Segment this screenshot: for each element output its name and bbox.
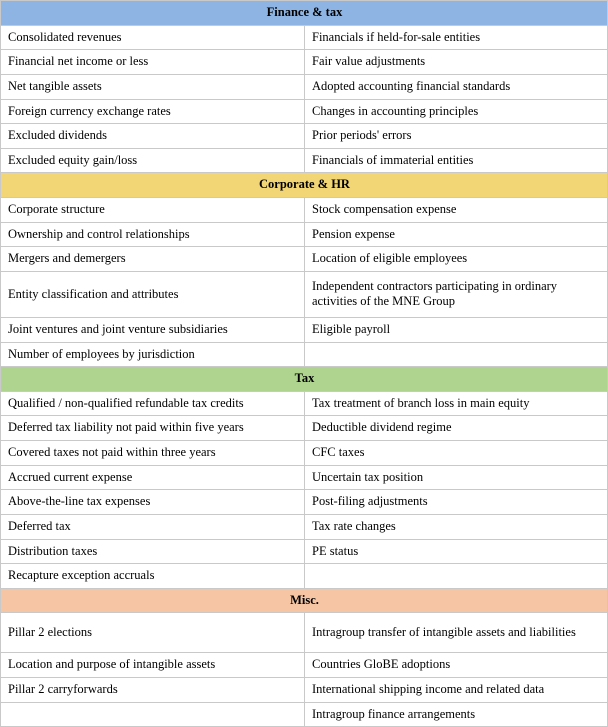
cell-right: Tax treatment of branch loss in main equity <box>305 391 608 416</box>
cell-left: Corporate structure <box>1 198 305 223</box>
table-row <box>1 271 608 317</box>
cell-left: Consolidated revenues <box>1 25 305 50</box>
cell-right: Intragroup finance arrangements <box>305 702 608 727</box>
section-header-finance-tax: Finance & tax <box>1 1 608 26</box>
cell-left: Location and purpose of intangible assets <box>1 653 305 678</box>
cell-left: Pillar 2 carryforwards <box>1 678 305 703</box>
cell-right: PE status <box>305 539 608 564</box>
section-header-tax: Tax <box>1 367 608 392</box>
cell-right: Independent contractors participating in ordinary activities of the MNE Group <box>305 271 608 317</box>
cell-left: Net tangible assets <box>1 74 305 99</box>
cell-left: Qualified / non-qualified refundable tax credits <box>1 391 305 416</box>
cell-left: Accrued current expense <box>1 465 305 490</box>
section-header-row <box>1 367 608 392</box>
cell-right: Changes in accounting principles <box>305 99 608 124</box>
section-header-row <box>1 173 608 198</box>
table-row <box>1 391 608 416</box>
cell-right: Adopted accounting financial standards <box>305 74 608 99</box>
table-row <box>1 124 608 149</box>
cell-right-empty <box>305 564 608 589</box>
cell-left: Excluded dividends <box>1 124 305 149</box>
table-row <box>1 653 608 678</box>
cell-left: Excluded equity gain/loss <box>1 148 305 173</box>
table-row <box>1 222 608 247</box>
table-row <box>1 539 608 564</box>
table-row <box>1 702 608 727</box>
cell-left: Entity classification and attributes <box>1 271 305 317</box>
table-row <box>1 613 608 653</box>
table-row <box>1 342 608 367</box>
table-row <box>1 678 608 703</box>
table-row <box>1 74 608 99</box>
cell-left: Pillar 2 elections <box>1 613 305 653</box>
cell-left-empty <box>1 702 305 727</box>
table-row <box>1 148 608 173</box>
cell-right-empty <box>305 342 608 367</box>
cell-left: Ownership and control relationships <box>1 222 305 247</box>
cell-left: Deferred tax liability not paid within five years <box>1 416 305 441</box>
table-row <box>1 317 608 342</box>
cell-right: CFC taxes <box>305 441 608 466</box>
cell-right: Tax rate changes <box>305 514 608 539</box>
table-row <box>1 514 608 539</box>
cell-right: Location of eligible employees <box>305 247 608 272</box>
table-row <box>1 490 608 515</box>
table-row <box>1 25 608 50</box>
section-header-corporate-hr: Corporate & HR <box>1 173 608 198</box>
cell-right: Countries GloBE adoptions <box>305 653 608 678</box>
cell-left: Financial net income or less <box>1 50 305 75</box>
cell-right: Stock compensation expense <box>305 198 608 223</box>
cell-right: Fair value adjustments <box>305 50 608 75</box>
cell-right: Financials of immaterial entities <box>305 148 608 173</box>
cell-right: Pension expense <box>305 222 608 247</box>
table-row <box>1 465 608 490</box>
cell-right: Intragroup transfer of intangible assets and liabilities <box>305 613 608 653</box>
cell-left: Above-the-line tax expenses <box>1 490 305 515</box>
table-row <box>1 441 608 466</box>
cell-right: Deductible dividend regime <box>305 416 608 441</box>
cell-right: International shipping income and related data <box>305 678 608 703</box>
cell-right: Eligible payroll <box>305 317 608 342</box>
cell-left: Deferred tax <box>1 514 305 539</box>
cell-right: Financials if held-for-sale entities <box>305 25 608 50</box>
table-row <box>1 198 608 223</box>
table-row <box>1 50 608 75</box>
cell-left: Recapture exception accruals <box>1 564 305 589</box>
cell-left: Distribution taxes <box>1 539 305 564</box>
cell-right: Prior periods' errors <box>305 124 608 149</box>
section-header-misc: Misc. <box>1 588 608 613</box>
cell-left: Mergers and demergers <box>1 247 305 272</box>
section-header-row <box>1 1 608 26</box>
cell-right: Post-filing adjustments <box>305 490 608 515</box>
table-row <box>1 416 608 441</box>
table-row <box>1 247 608 272</box>
section-header-row <box>1 588 608 613</box>
cell-right: Uncertain tax position <box>305 465 608 490</box>
table-row <box>1 564 608 589</box>
cell-left: Joint ventures and joint venture subsidiaries <box>1 317 305 342</box>
cell-left: Number of employees by jurisdiction <box>1 342 305 367</box>
cell-left: Foreign currency exchange rates <box>1 99 305 124</box>
table-row <box>1 99 608 124</box>
cell-left: Covered taxes not paid within three years <box>1 441 305 466</box>
